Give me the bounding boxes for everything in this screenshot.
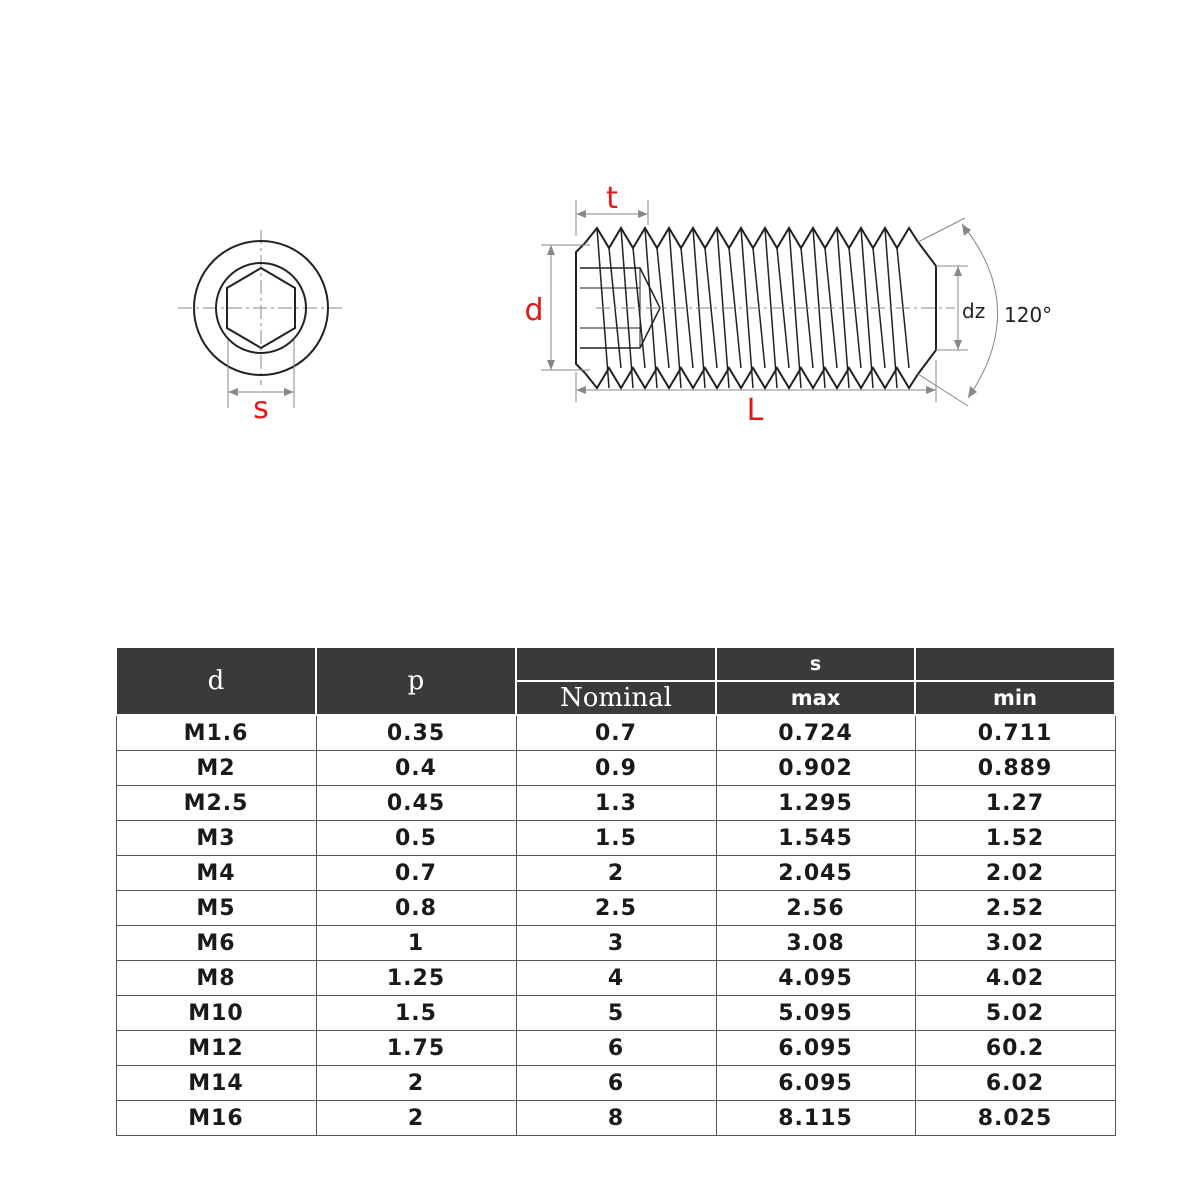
angle-extension-top [918, 218, 965, 242]
cell-d: M12 [116, 1031, 316, 1066]
cell-d: M6 [116, 926, 316, 961]
cell-max: 0.724 [716, 715, 915, 751]
dz-arrow-bottom [954, 340, 962, 350]
cell-min: 0.889 [915, 751, 1115, 786]
header-p: p [316, 647, 516, 715]
cell-min: 2.02 [915, 856, 1115, 891]
cell-nominal: 0.7 [516, 715, 716, 751]
cell-min: 2.52 [915, 891, 1115, 926]
cell-d: M14 [116, 1066, 316, 1101]
cell-nominal: 5 [516, 996, 716, 1031]
header-max: max [716, 681, 915, 715]
table-row [116, 715, 1115, 751]
cell-p: 0.7 [316, 856, 516, 891]
cell-max: 0.902 [716, 751, 915, 786]
cell-max: 8.115 [716, 1101, 915, 1136]
cell-p: 0.8 [316, 891, 516, 926]
s-arrow-right [284, 388, 294, 396]
cell-d: M10 [116, 996, 316, 1031]
cell-max: 2.045 [716, 856, 915, 891]
cell-p: 1 [316, 926, 516, 961]
cell-d: M3 [116, 821, 316, 856]
cell-nominal: 6 [516, 1066, 716, 1101]
end-view [178, 230, 345, 426]
cell-nominal: 2 [516, 856, 716, 891]
cell-max: 4.095 [716, 961, 915, 996]
d-arrow-top [547, 245, 555, 255]
s-label: s [253, 391, 269, 426]
cell-d: M4 [116, 856, 316, 891]
table-row [116, 786, 1115, 821]
cell-max: 3.08 [716, 926, 915, 961]
cell-max: 6.095 [716, 1031, 915, 1066]
cell-min: 4.02 [915, 961, 1115, 996]
header-min: min [915, 681, 1115, 715]
left-end-chamfer [576, 243, 585, 373]
cell-max: 1.545 [716, 821, 915, 856]
table-row [116, 856, 1115, 891]
cell-nominal: 1.3 [516, 786, 716, 821]
cell-nominal: 0.9 [516, 751, 716, 786]
cell-min: 1.27 [915, 786, 1115, 821]
angle-label: 120° [1004, 303, 1053, 327]
cell-min: 0.711 [915, 715, 1115, 751]
s-arrow-left [228, 388, 238, 396]
table-row [116, 1101, 1115, 1136]
l-label: L [746, 393, 764, 428]
table-row [116, 1066, 1115, 1101]
cell-min: 1.52 [915, 821, 1115, 856]
cell-d: M8 [116, 961, 316, 996]
header-nominal: Nominal [516, 681, 716, 715]
table-body [116, 715, 1115, 1136]
cell-nominal: 2.5 [516, 891, 716, 926]
l-arrow-right [926, 386, 936, 394]
cell-p: 2 [316, 1066, 516, 1101]
cell-min: 5.02 [915, 996, 1115, 1031]
header-s: s [716, 647, 915, 681]
cell-d: M2 [116, 751, 316, 786]
cell-p: 1.25 [316, 961, 516, 996]
cell-p: 0.4 [316, 751, 516, 786]
table-row [116, 891, 1115, 926]
cell-min: 6.02 [915, 1066, 1115, 1101]
cell-d: M16 [116, 1101, 316, 1136]
header-d: d [116, 647, 316, 715]
cell-nominal: 1.5 [516, 821, 716, 856]
l-arrow-left [576, 386, 586, 394]
side-view [524, 181, 1052, 428]
cell-p: 2 [316, 1101, 516, 1136]
dimension-table [115, 646, 1116, 1136]
header-s-blank-right [915, 647, 1115, 681]
cell-max: 2.56 [716, 891, 915, 926]
cell-min: 60.2 [915, 1031, 1115, 1066]
thread-profile-top [585, 228, 918, 248]
dz-label: dz [962, 299, 986, 323]
t-arrow-left [576, 210, 586, 218]
cell-max: 1.295 [716, 786, 915, 821]
cell-max: 6.095 [716, 1066, 915, 1101]
dz-arrow-top [954, 266, 962, 276]
d-label: d [524, 293, 544, 328]
cell-d: M2.5 [116, 786, 316, 821]
header-s-blank-left [516, 647, 716, 681]
cell-p: 1.5 [316, 996, 516, 1031]
table-row [116, 926, 1115, 961]
cell-p: 0.45 [316, 786, 516, 821]
table-row [116, 821, 1115, 856]
t-label: t [606, 181, 618, 216]
cell-nominal: 6 [516, 1031, 716, 1066]
cell-p: 1.75 [316, 1031, 516, 1066]
cell-min: 8.025 [915, 1101, 1115, 1136]
cell-d: M1.6 [116, 715, 316, 751]
cell-nominal: 8 [516, 1101, 716, 1136]
t-arrow-right [638, 210, 648, 218]
table-row [116, 751, 1115, 786]
table-row [116, 1031, 1115, 1066]
table-row [116, 996, 1115, 1031]
cell-min: 3.02 [915, 926, 1115, 961]
table-row [116, 961, 1115, 996]
cell-nominal: 4 [516, 961, 716, 996]
cell-p: 0.35 [316, 715, 516, 751]
cell-p: 0.5 [316, 821, 516, 856]
cell-nominal: 3 [516, 926, 716, 961]
d-arrow-bottom [547, 360, 555, 370]
cell-max: 5.095 [716, 996, 915, 1031]
cell-d: M5 [116, 891, 316, 926]
angle-arrow-bottom [968, 386, 977, 398]
